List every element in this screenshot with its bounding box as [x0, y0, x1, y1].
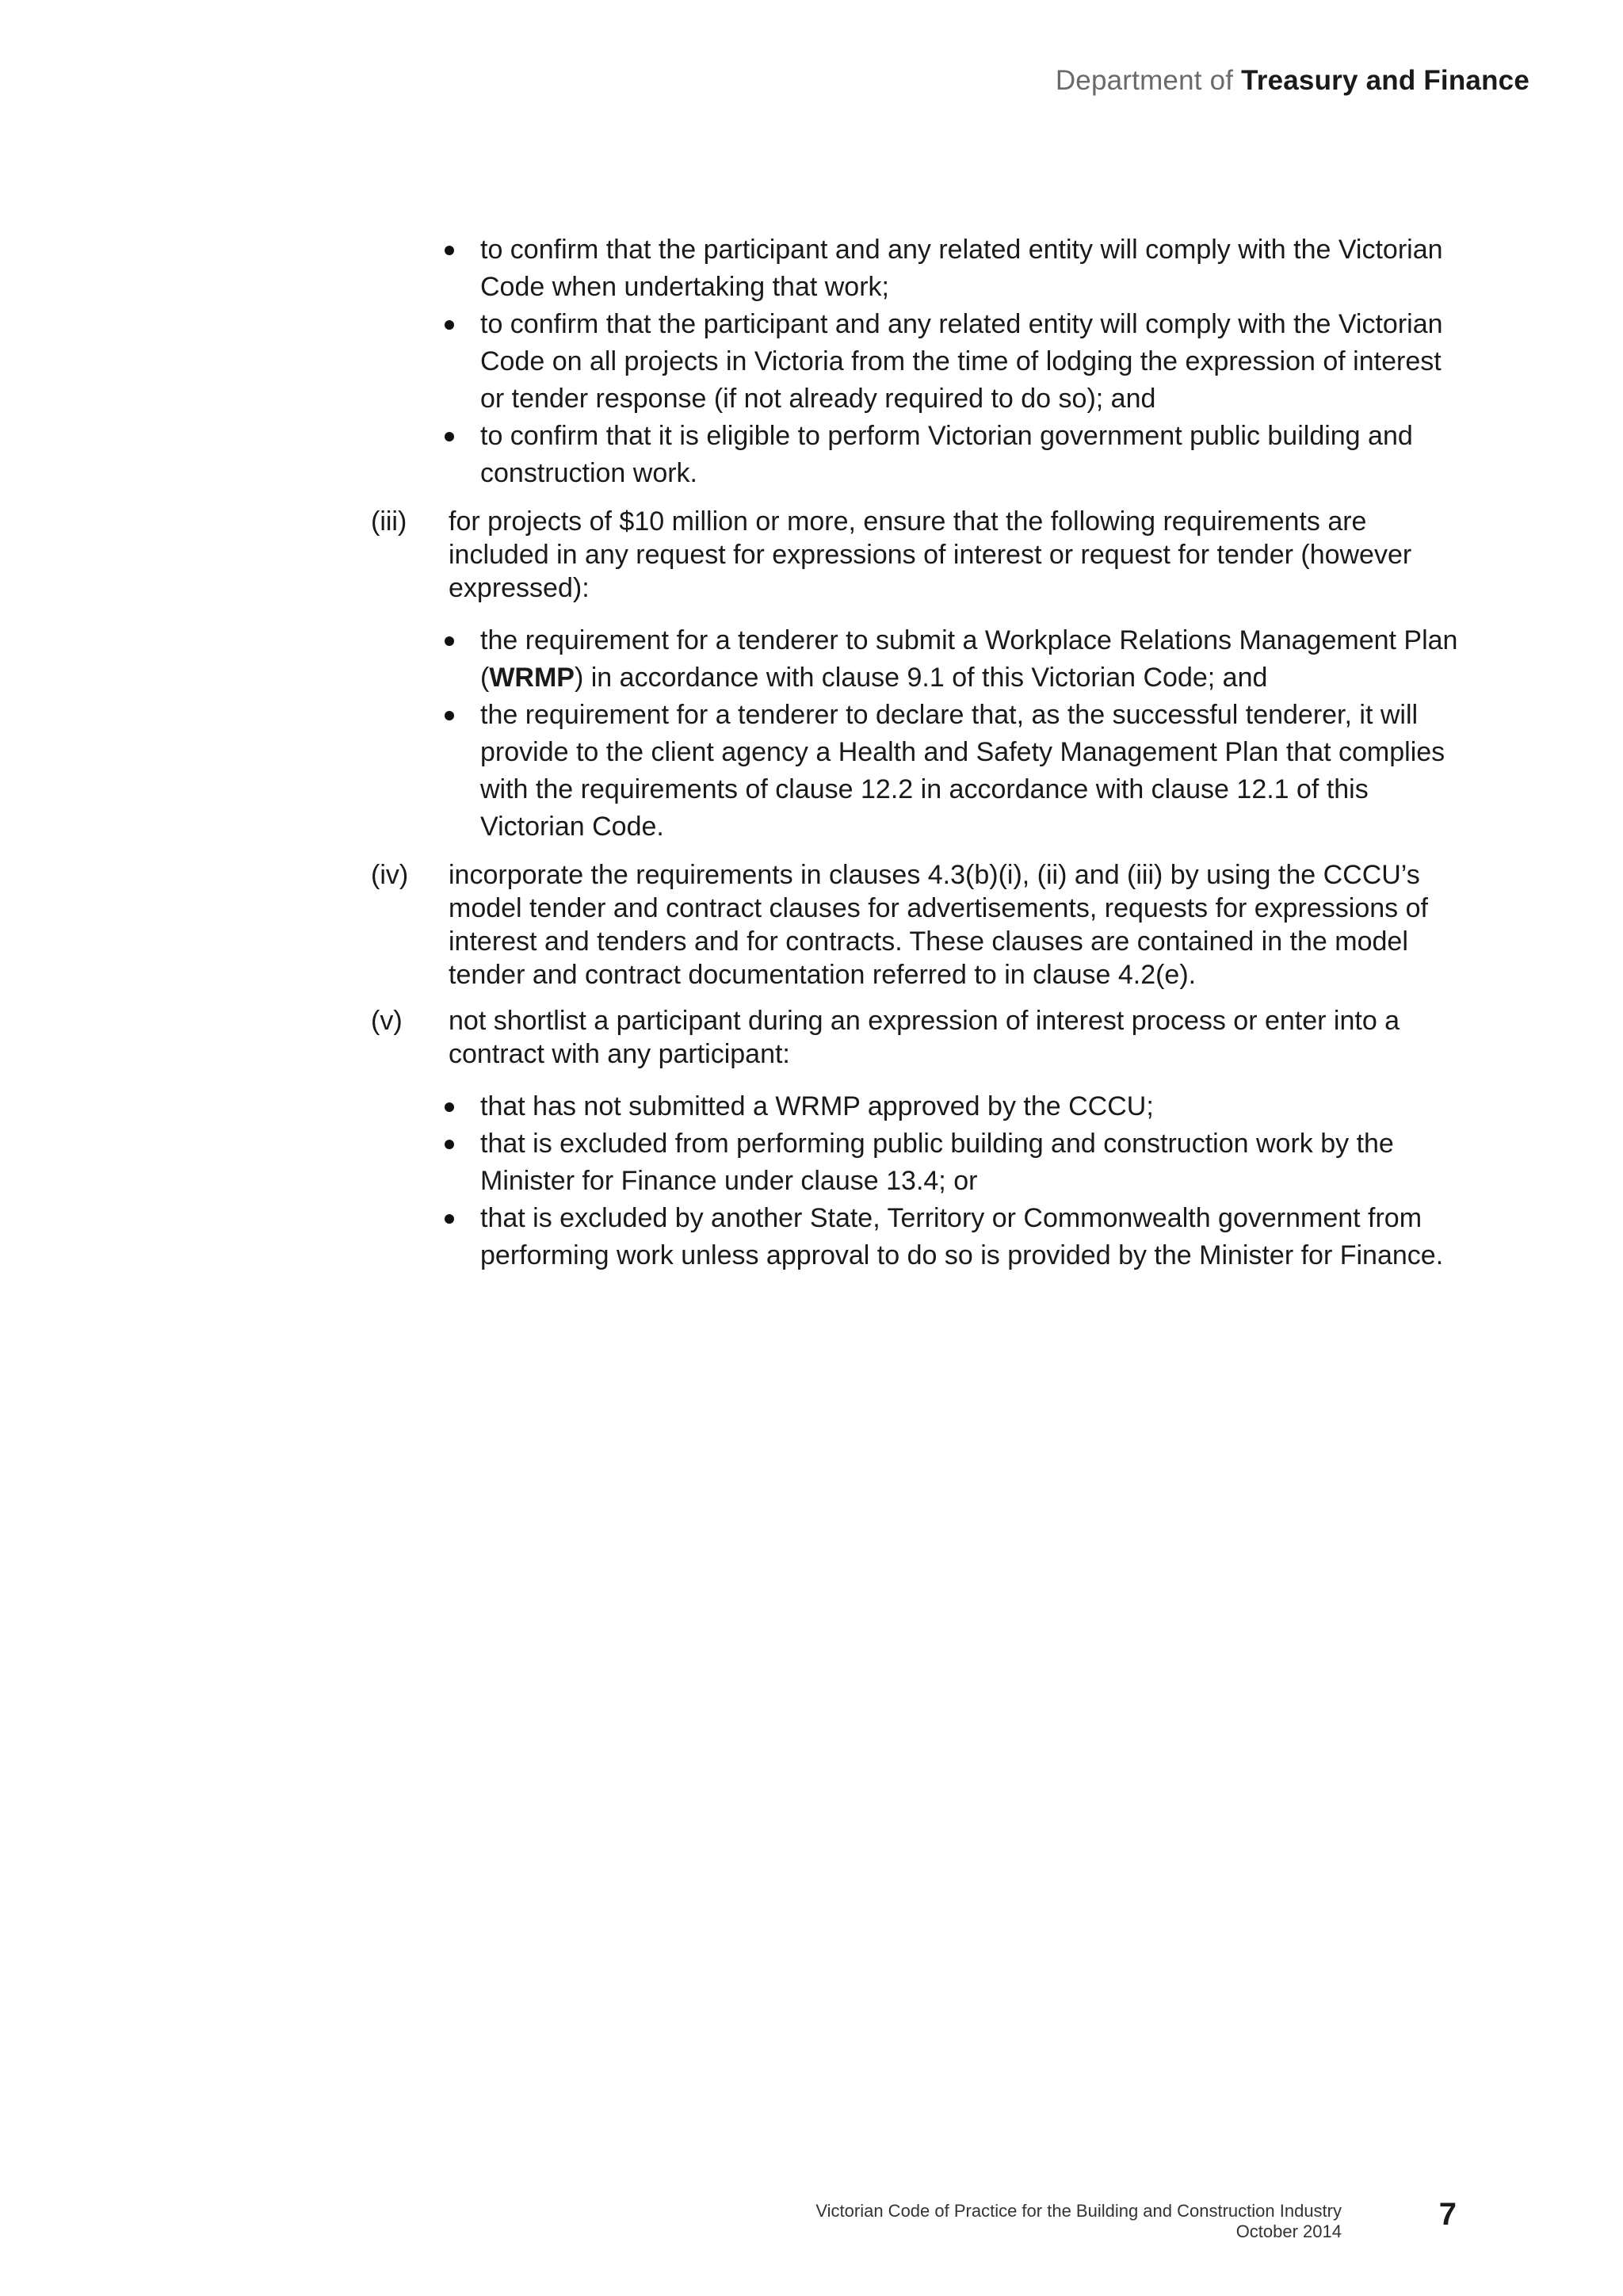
clause-v	[371, 1004, 1465, 1071]
footer-document-title: Victorian Code of Practice for the Building and Construction Industry	[815, 2201, 1342, 2221]
list-item: that is excluded from performing public building and construction work by the Minister for Finance under clause 13.4; or	[480, 1125, 1465, 1200]
bullet-icon	[445, 320, 454, 330]
bullet-icon	[445, 636, 454, 646]
clause-iv	[371, 858, 1465, 991]
clause-number: (iv)	[371, 860, 409, 890]
clause-iii	[371, 505, 1465, 605]
clause-number: (v)	[371, 1006, 403, 1036]
header-department-prefix: Department of	[1055, 65, 1242, 96]
list-item: to confirm that it is eligible to perform Victorian government public building and construction work.	[480, 418, 1465, 492]
bullet-icon	[445, 432, 454, 441]
list-item: that is excluded by another State, Territory or Commonwealth government from performing work unless approval to do so is provided by the Minister for Finance.	[480, 1200, 1465, 1274]
list-item: the requirement for a tenderer to submit a Workplace Relations Management Plan (WRMP) in accordance with clause 9.1 of this Victorian Code; and	[480, 622, 1465, 697]
top-bullet-list	[371, 231, 1465, 492]
clause-number: (iii)	[371, 506, 407, 537]
list-item: to confirm that the participant and any related entity will comply with the Victorian Code when undertaking that work;	[480, 231, 1465, 306]
clause-text: not shortlist a participant during an expression of interest process or enter into a contract with any participant:	[449, 1006, 1400, 1069]
bullet-icon	[445, 1140, 454, 1149]
list-item: that has not submitted a WRMP approved by the CCCU;	[480, 1088, 1465, 1125]
page-number: 7	[1438, 2197, 1457, 2232]
clause-iii-bullet-list	[371, 622, 1465, 846]
clause-text: incorporate the requirements in clauses 4.3(b)(i), (ii) and (iii) by using the CCCU’s model tender and contract clauses for advertisements, requests for expressions of interest and tenders and for contracts. These clauses are contained in the model tender and contract documentation referred to in clause 4.2(e).	[449, 860, 1428, 990]
bullet-icon	[445, 711, 454, 720]
page-header	[1056, 65, 1529, 97]
list-item: the requirement for a tenderer to declare that, as the successful tenderer, it will provide to the client agency a Health and Safety Management Plan that complies with the requirements of clause 12.2 in accordance with clause 12.1 of this Victorian Code.	[480, 697, 1465, 846]
wrmp-term: WRMP	[489, 663, 575, 693]
list-item: to confirm that the participant and any related entity will comply with the Victorian Code on all projects in Victoria from the time of lodging the expression of interest or tender response (if not already required to do so); and	[480, 306, 1465, 418]
page-footer	[815, 2201, 1342, 2242]
clause-v-bullet-list	[371, 1088, 1465, 1274]
bullet-icon	[445, 1102, 454, 1112]
clause-text: for projects of $10 million or more, ensure that the following requirements are included in any request for expressions of interest or request for tender (however expressed):	[449, 506, 1412, 603]
document-body	[371, 231, 1465, 1274]
bullet-icon	[445, 1214, 454, 1224]
header-department-name: Treasury and Finance	[1241, 65, 1529, 96]
footer-date: October 2014	[1235, 2222, 1342, 2241]
bullet-icon	[445, 246, 454, 255]
